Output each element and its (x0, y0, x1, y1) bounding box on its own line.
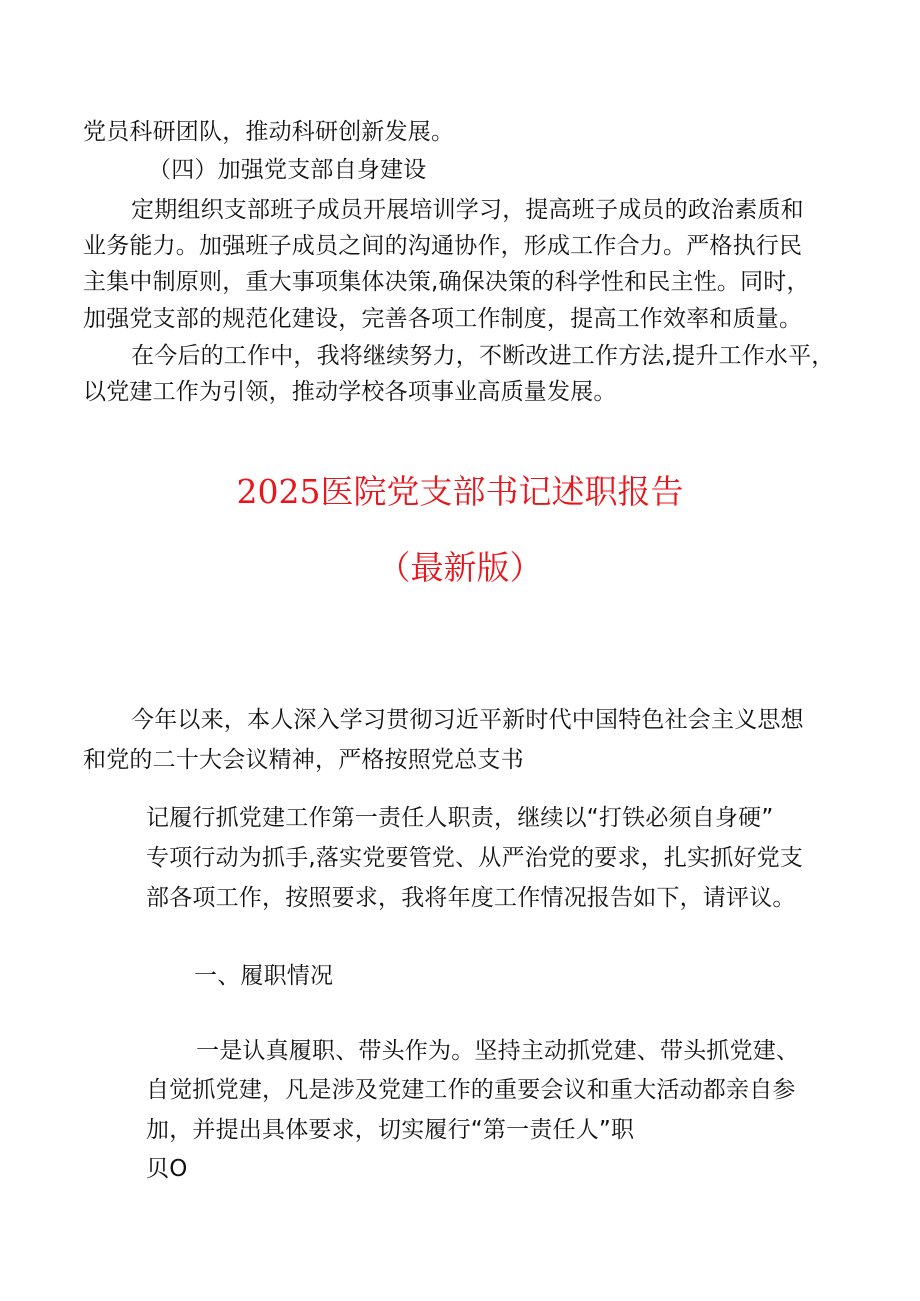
paragraph-line: 以党建工作为引领，推动学校各项事业高质量发展。 (83, 379, 617, 405)
paragraph-line: 今年以来，本人深入学习贯彻习近平新时代中国特色社会主义思想 (131, 707, 804, 733)
report-title: 2025医院党支部书记述职报告 (236, 472, 684, 511)
paragraph-line: 定期组织支部班子成员开展培训学习，提高班子成员的政治素质和 (131, 197, 804, 223)
paragraph-line: 加，并提出具体要求，切实履行“第一责任人”职 (146, 1117, 635, 1143)
paragraph-line: 党员科研团队，推动科研创新发展。 (83, 119, 455, 145)
paragraph-line: 一是认真履职、带头作为。坚持主动抓党建、带头抓党建、 (196, 1038, 800, 1064)
paragraph-line: 贝O (146, 1156, 188, 1182)
paragraph-line: 自觉抓党建，凡是涉及党建工作的重要会议和重大活动都亲自参 (146, 1077, 796, 1103)
report-subtitle: （最新版） (377, 548, 543, 587)
paragraph-line: 部各项工作，按照要求，我将年度工作情况报告如下，请评议。 (146, 885, 796, 911)
paragraph-line: 在今后的工作中，我将继续努力，不断改进工作方法,提升工作水平， (131, 343, 835, 369)
paragraph-line: 加强党支部的规范化建设，完善各项工作制度，提高工作效率和质量。 (83, 306, 803, 332)
paragraph-line: 专项行动为抓手,落实党要管党、从严治党的要求，扎实抓好党支 (146, 845, 804, 871)
section-heading: （四）加强党支部自身建设 (148, 157, 427, 183)
paragraph-line: 主集中制原则，重大事项集体决策,确保决策的科学性和民主性。同时， (83, 269, 810, 295)
paragraph-line: 记履行抓党建工作第一责任人职责，继续以“打铁必须自身硬” (146, 805, 774, 831)
section-heading: 一、履职情况 (194, 963, 334, 989)
paragraph-line: 和党的二十大会议精神，严格按照党总支书 (83, 747, 524, 773)
paragraph-line: 业务能力。加强班子成员之间的沟通协作，形成工作合力。严格执行民 (83, 233, 803, 259)
